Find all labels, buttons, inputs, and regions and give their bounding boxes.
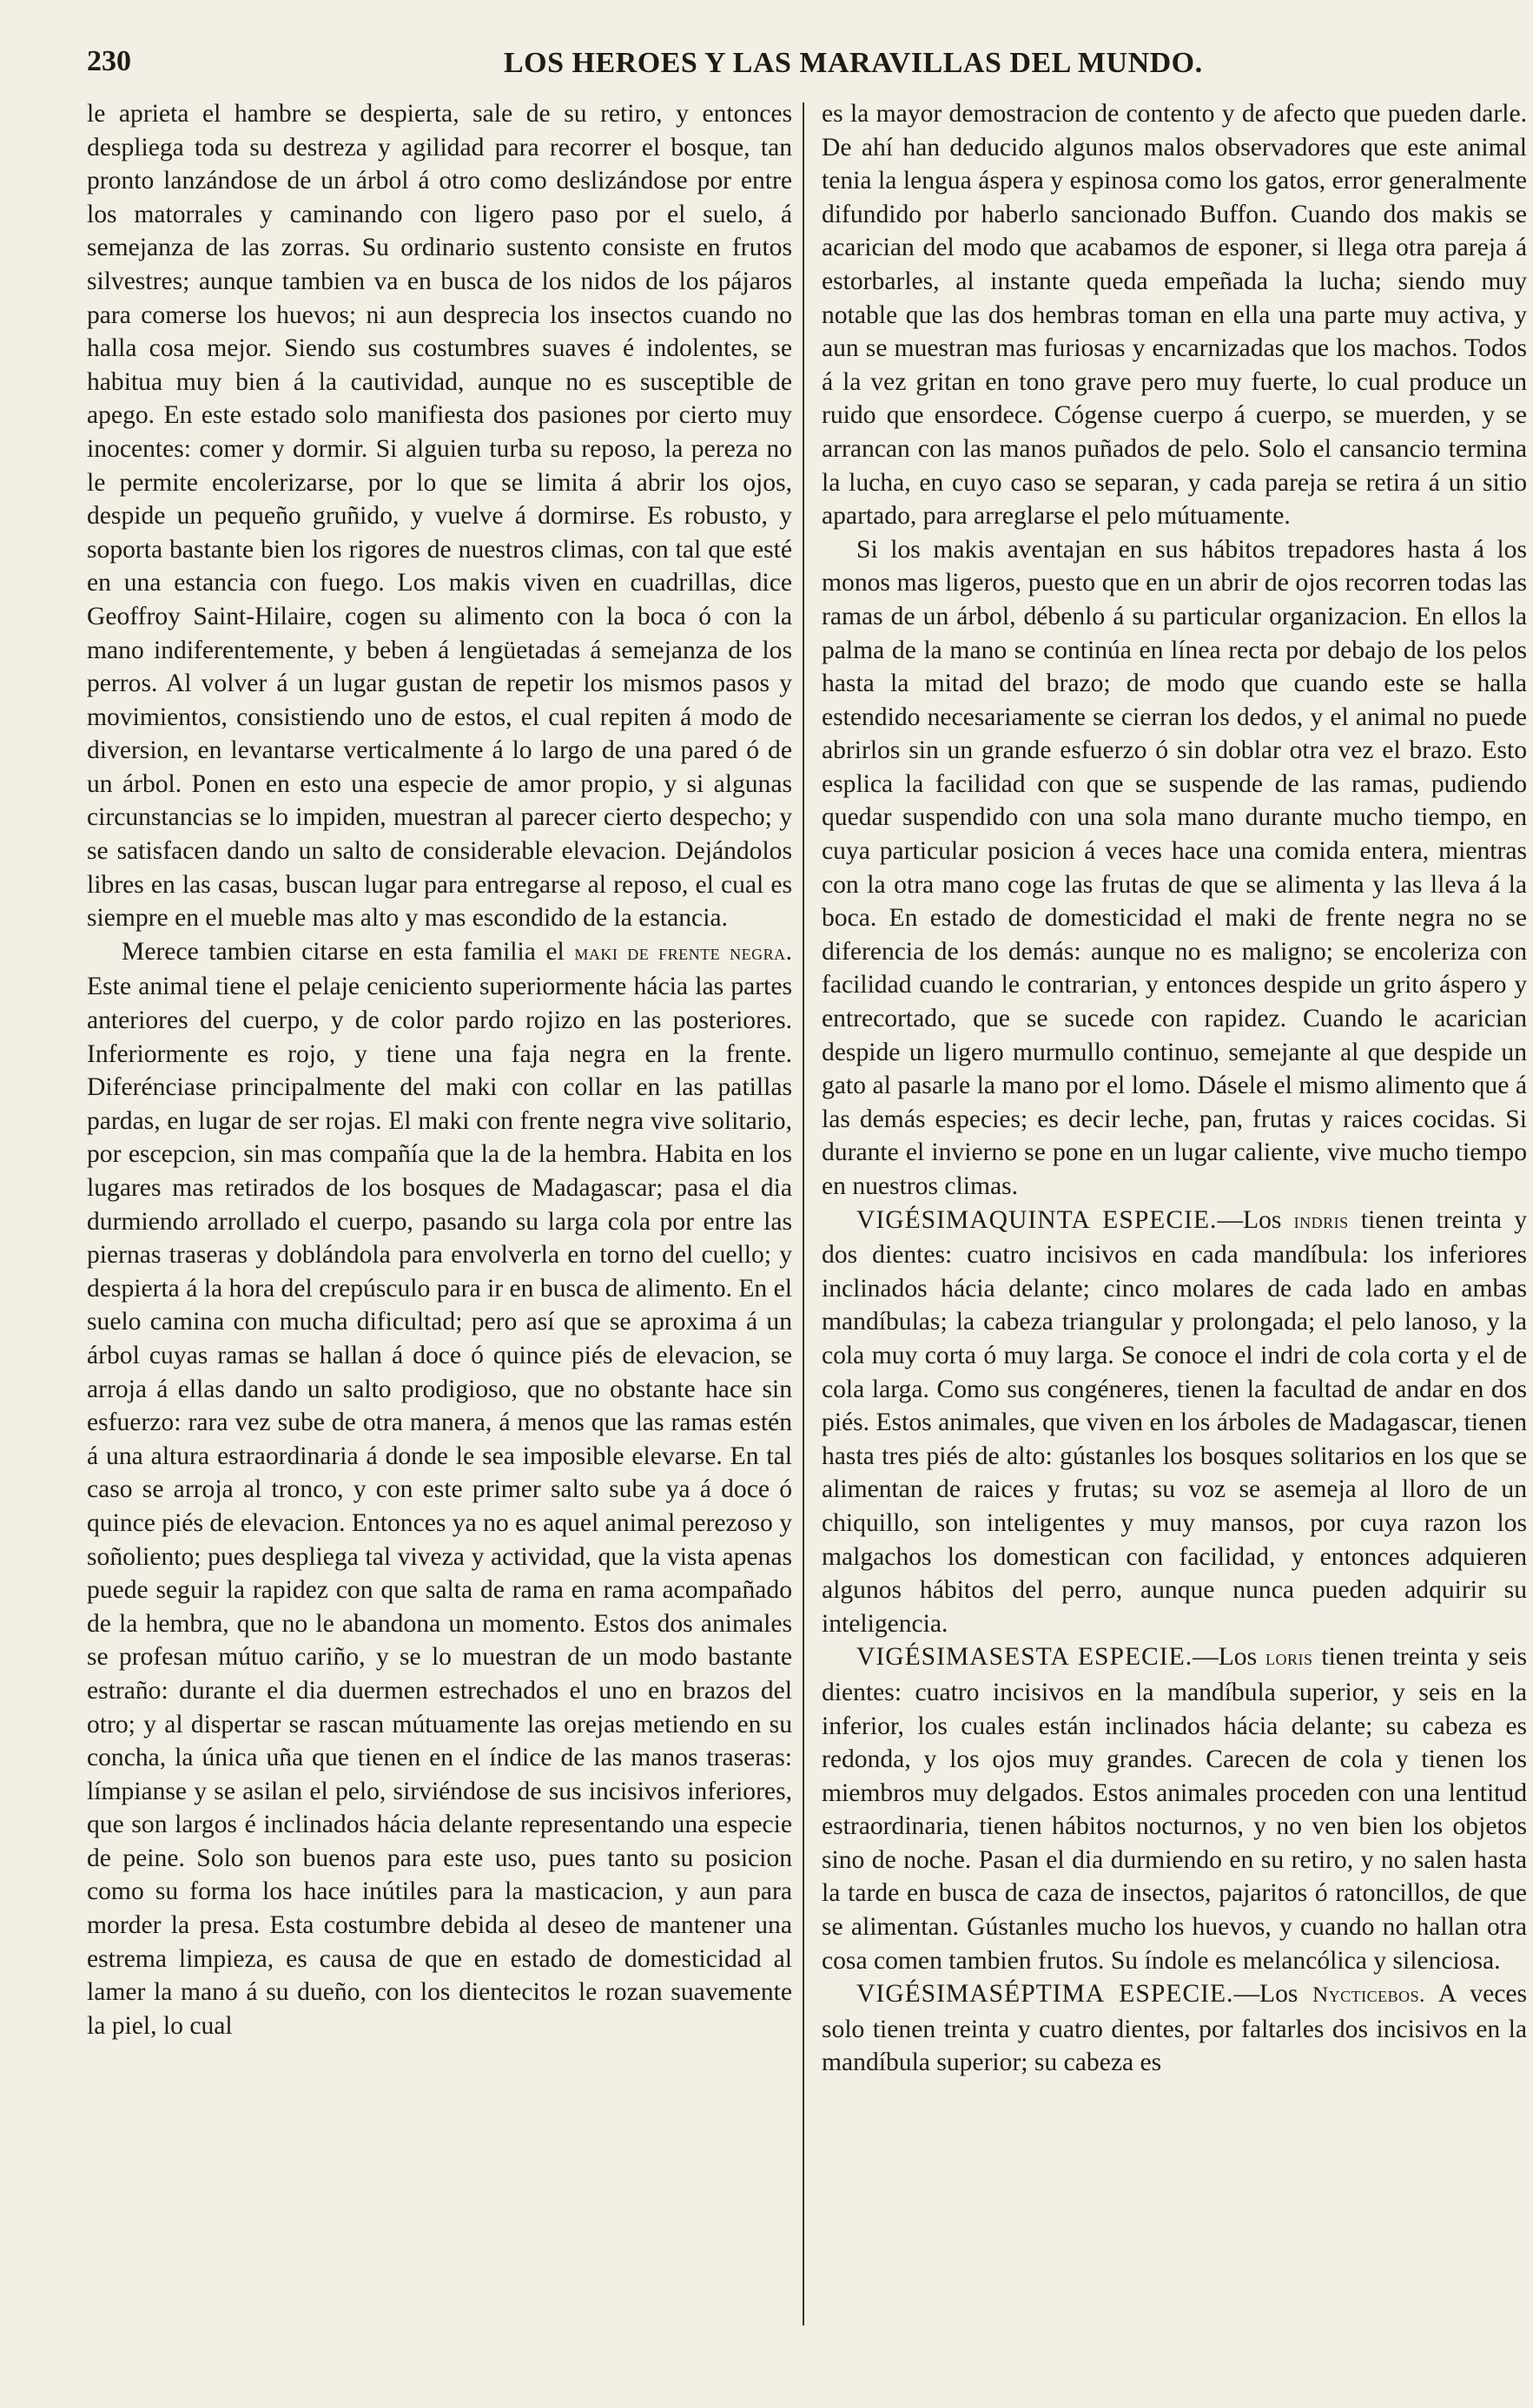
paragraph-lead: Merece tambien citarse en esta familia el	[122, 937, 565, 966]
paragraph	[87, 935, 792, 2043]
species-section	[822, 1204, 1527, 1641]
running-head: LOS HEROES Y LAS MARAVILLAS DEL MUNDO.	[504, 47, 1203, 79]
paragraph-text: . Este animal tiene el pelaje ceniciento superiormente hácia las partes anteriores del cuerpo, y de color pardo rojizo en las posteriores. Inferiormente es rojo, y tiene una faja negra en la frente. Diferénciase principalmente del maki con collar en las patillas pardas, en lugar de ser rojas. El maki con frente negra vive solitario, por escepcion, sin mas compañía que la de la hembra. Habita en los lugares mas retirados de los bosques de Madagascar; pasa el dia durmiendo arrollado el cuerpo, pasando su larga cola por entre las piernas traseras y doblándola para envolverla en torno del cuello; y despierta á la hora del crepúsculo para ir en busca de alimento. En el suelo camina con mucha dificultad; pero así que se aproxima á un árbol cuyas ramas se hallan á doce ó quince piés de elevacion, se arroja á ellas dando un salto prodigioso, que no obstante hace sin esfuerzo: rara vez sube de otra manera, á menos que las ramas estén á una altura estraordinaria á donde le sea imposible elevarse. En tal caso se arroja al tronco, y con este primer salto sube ya á doce ó quince piés de elevacion. Entonces ya no es aquel animal perezoso y soñoliento; pues despliega tal viveza y actividad, que la vista apenas puede seguir la rapidez con que salta de rama en rama acompañado de la hembra, que no le abandona un momento. Estos dos animales se profesan mútuo cariño, y se lo muestran de un modo bastante estraño: durante el dia duermen estrechados el uno en brazos del otro; y al dispertar se rascan mútuamente las orejas metiendo en su concha, la única uña que tienen en el índice de las manos traseras: límpianse y se asilan el pelo, sirviéndose de sus incisivos inferiores, que son largos é inclinados hácia delante representando una especie de peine. Solo son buenos para este uso, pues tanto su posicion como su forma los hace inútiles para la masticacion, y aun para morder la presa. Esta costumbre debida al deseo de mantener una estrema limpieza, es causa de que en estado de domesticidad al lamer la mano á su dueño, con los dientecitos le rozan suavemente la piel, lo cual	[87, 937, 792, 2040]
paragraph: le aprieta el hambre se despierta, sale de su retiro, y entonces despliega toda su destreza y agilidad para recorrer el bosque, tan pronto lanzándose de un árbol á otro como deslizándose por entre los matorrales y caminando con ligero paso por el suelo, á semejanza de las zorras. Su ordinario sustento consiste en frutos silvestres; aunque tambien va en busca de los nidos de los pájaros para comerse los huevos; ni aun desprecia los insectos cuando no halla cosa mejor. Siendo sus costumbres suaves é indolentes, se habitua muy bien á la cautividad, aunque no es susceptible de apego. En este estado solo manifiesta dos pasiones por cierto muy inocentes: comer y dormir. Si alguien turba su reposo, la pereza no le permite encolerizarse, por lo que se limita á abrir los ojos, despide un pequeño gruñido, y vuelve á dormirse. Es robusto, y soporta bastante bien los rigores de nuestros climas, con tal que esté en una estancia con fuego. Los makis viven en cuadrillas, dice Geoffroy Saint-Hilaire, cogen su alimento con la boca ó con la mano indiferentemente, y beben á lengüetadas á semejanza de los perros. Al volver á un lugar gustan de repetir los mismos pasos y movimientos, consistiendo uno de estos, el cual repiten á modo de diversion, en levantarse verticalmente á lo largo de una pared ó de un árbol. Ponen en esto una especie de amor propio, y si algunas circunstancias se lo impiden, muestran al parecer cierto despecho; y se satisfacen dando un salto de considerable elevacion. Dejándolos libres en las casas, buscan lugar para entregarse al reposo, el cual es siempre en el mueble mas alto y mas escondido de la estancia.	[87, 100, 792, 933]
section-lead: —Los	[1217, 1205, 1282, 1234]
section-text: tienen treinta y dos dientes: cuatro incisivos en cada mandíbula: los inferiores inclinados hácia delante; cinco molares de cada lado en ambas mandíbulas; la cabeza triangular y prolongada; el pelo lanoso, y la cola muy corta ó muy larga. Se conoce el indri de cola corta y el de cola larga. Como sus congéneres, tienen la facultad de andar en dos piés. Estos animales, que viven en los árboles de Madagascar, tienen hasta tres piés de alto: gústanles los bosques solitarios en los que se alimentan de raices y frutas; su voz se asemeja al lloro de un chiquillo, son inteligentes y muy mansos, por cuya razon los malgachos los domestican con facilidad, y entonces adquieren algunos hábitos del perro, aunque nunca pueden adquirir su inteligencia.	[822, 1205, 1527, 1638]
left-column	[87, 97, 792, 2042]
page-header	[87, 43, 1529, 87]
right-column	[822, 97, 1527, 2080]
column-divider	[803, 102, 804, 2326]
species-section	[822, 1640, 1527, 1977]
page-number: 230	[87, 45, 131, 77]
section-text: tienen treinta y seis dientes: cuatro incisivos en la mandíbula superior, y seis en la inferior, los cuales están inclinados hácia delante; su cabeza es redonda, y los ojos muy grandes. Carecen de cola y tienen los miembros muy delgados. Estos animales proceden con una lentitud estraordinaria, tienen hábitos nocturnos, y no ven bien los objetos sino de noche. Pasan el dia durmiendo en su retiro, y no salen hasta la tarde en busca de caza de insectos, pajaritos ó ratoncillos, de que se alimentan. Gústanles mucho los huevos, y cuando no hallan otra cosa comen tambien frutos. Su índole es melancólica y silenciosa.	[822, 1643, 1527, 1975]
species-section	[822, 1977, 1527, 2080]
section-heading: VIGÉSIMASESTA ESPECIE.	[856, 1643, 1193, 1672]
species-term: indris	[1293, 1209, 1349, 1233]
paragraph: Si los makis aventajan en sus hábitos trepadores hasta á los monos mas ligeros, puesto que en un abrir de ojos recorren todas las ramas de un árbol, débenlo á su particular organizacion. En ellos la palma de la mano se continúa en línea recta por debajo de los pelos hasta la mitad del brazo; de modo que cuando este se halla estendido necesariamente se cierran los dedos, y el animal no puede abrirlos sin un grande esfuerzo ó sin doblar otra vez el brazo. Esto esplica la facilidad con que se suspende de las ramas, pudiendo quedar suspendido con una sola mano durante mucho tiempo, en cuya particular posicion á veces hace una comida entera, mientras con la otra mano coge las frutas de que se alimenta y las lleva á la boca. En estado de domesticidad el maki de frente negra no se diferencia de los demás: aunque no es maligno; se encoleriza con facilidad cuando le contrarian, y entonces despide un grito áspero y entrecortado, que se sucede con rapidez. Cuando le acarician despide un ligero murmullo continuo, semejante al que despide un gato al pasarle la mano por el lomo. Dásele el mismo alimento que á las demás especies; es decir leche, pan, frutas y raices cocidas. Si durante el invierno se pone en un lugar caliente, vive mucho tiempo en nuestros climas.	[822, 535, 1527, 1200]
section-heading: VIGÉSIMAQUINTA ESPECIE.	[856, 1205, 1218, 1234]
species-term: maki de frente negra	[574, 940, 786, 965]
section-text: A veces solo tienen treinta y cuatro dientes, por faltarles dos incisivos en la mandíbula superior; su cabeza es	[822, 1980, 1528, 2077]
section-lead: —Los	[1193, 1643, 1258, 1672]
species-term: loris	[1265, 1646, 1313, 1671]
section-heading: VIGÉSIMASÉPTIMA ESPECIE.	[856, 1980, 1234, 2009]
section-lead: —Los	[1233, 1980, 1298, 2009]
species-term: Nycticebos.	[1312, 1983, 1425, 2008]
paragraph: es la mayor demostracion de contento y de afecto que pueden darle. De ahí han deducido algunos malos observadores que este animal tenia la lengua áspera y espinosa como los gatos, error generalmente difundido por haberlo sancionado Buffon. Cuando dos makis se acarician del modo que acabamos de esponer, si llega otra pareja á estorbarles, al instante queda empeñada la lucha; siendo muy notable que las dos hembras toman en ella una parte muy activa, y aun se muestran mas furiosas y encarnizadas que los machos. Todos á la vez gritan en tono grave pero muy fuerte, lo cual produce un ruido que ensordece. Cógense cuerpo á cuerpo, se muerden, y se arrancan con las manos puñados de pelo. Solo el cansancio termina la lucha, en cuyo caso se separan, y cada pareja se retira á un sitio apartado, para arreglarse el pelo mútuamente.	[822, 100, 1527, 531]
